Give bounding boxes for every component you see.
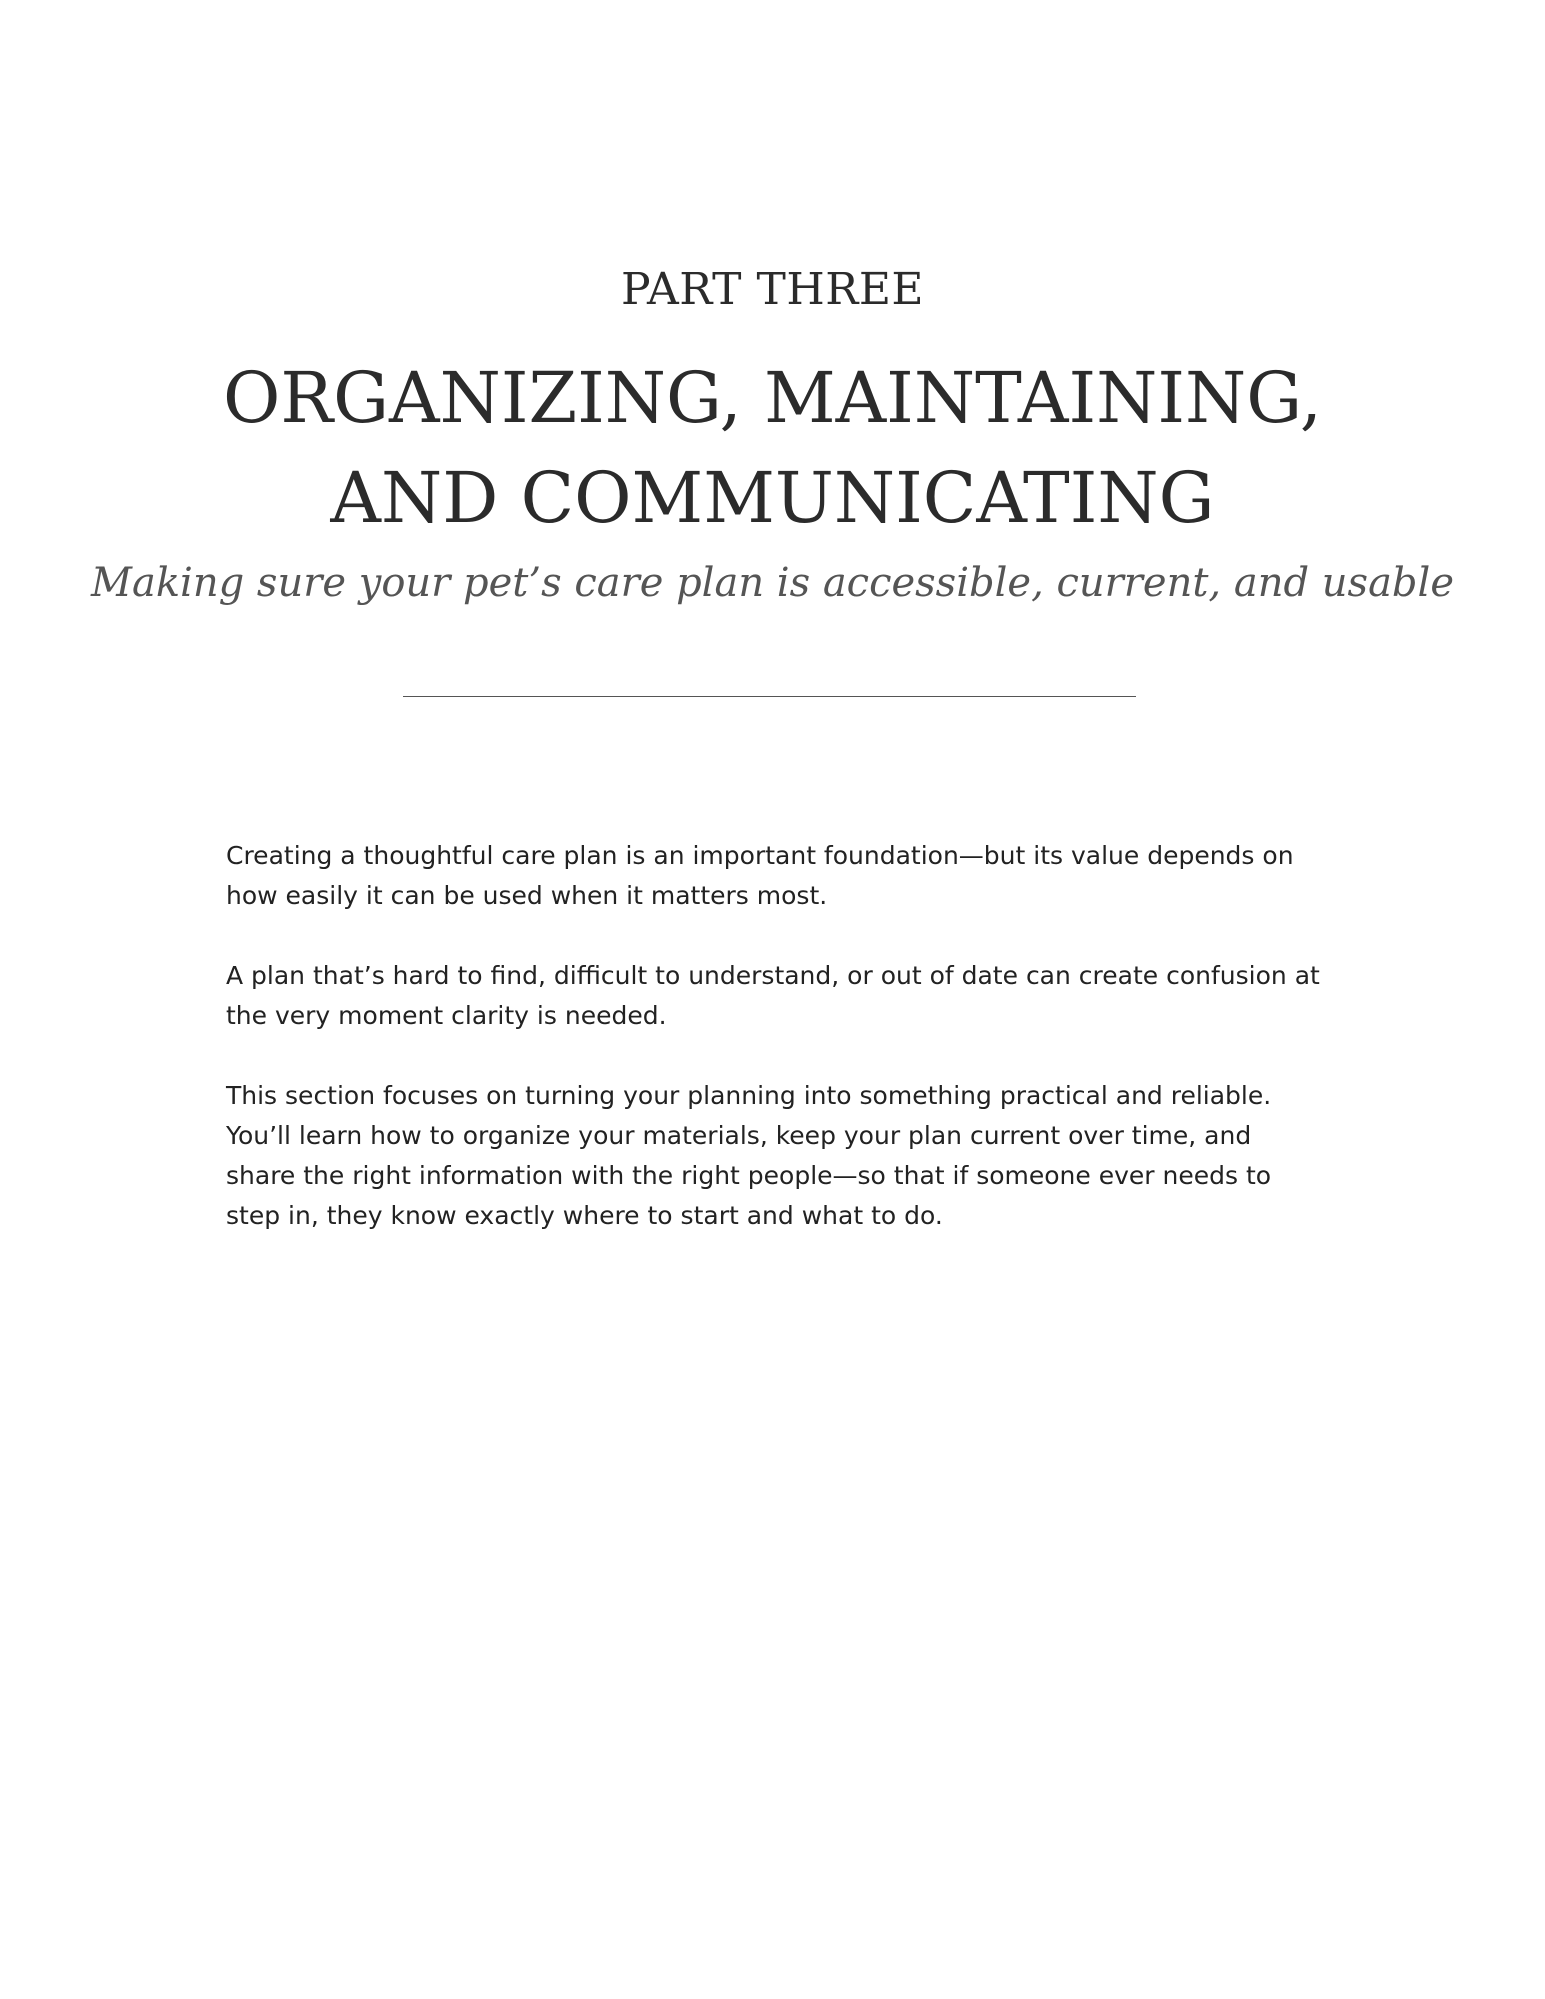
paragraph: This section focuses on turning your planning into something practical and reliable. You’ll learn how to organize your materials, keep your plan current over time, and share the right information with the right people—so that if someone ever needs to step in, they know exactly where to start and what to do. [226,1081,1272,1230]
part-label: PART THREE [620,264,925,315]
paragraph: Creating a thoughtful care plan is an important foundation—but its value depends on how easily it can be used when it matters most. [226,841,1294,910]
body-text [226,836,1326,1276]
divider-rule [403,696,1136,697]
paragraph: A plan that’s hard to find, difficult to understand, or out of date can create confusion at the very moment clarity is needed. [226,961,1320,1030]
section-title [0,348,1545,548]
section-subtitle: Making sure your pet’s care plan is accessible, current, and usable [91,560,1454,606]
section-title-line-1: ORGANIZING, MAINTAINING, [223,357,1322,439]
section-title-line-2: AND COMMUNICATING [330,457,1215,539]
